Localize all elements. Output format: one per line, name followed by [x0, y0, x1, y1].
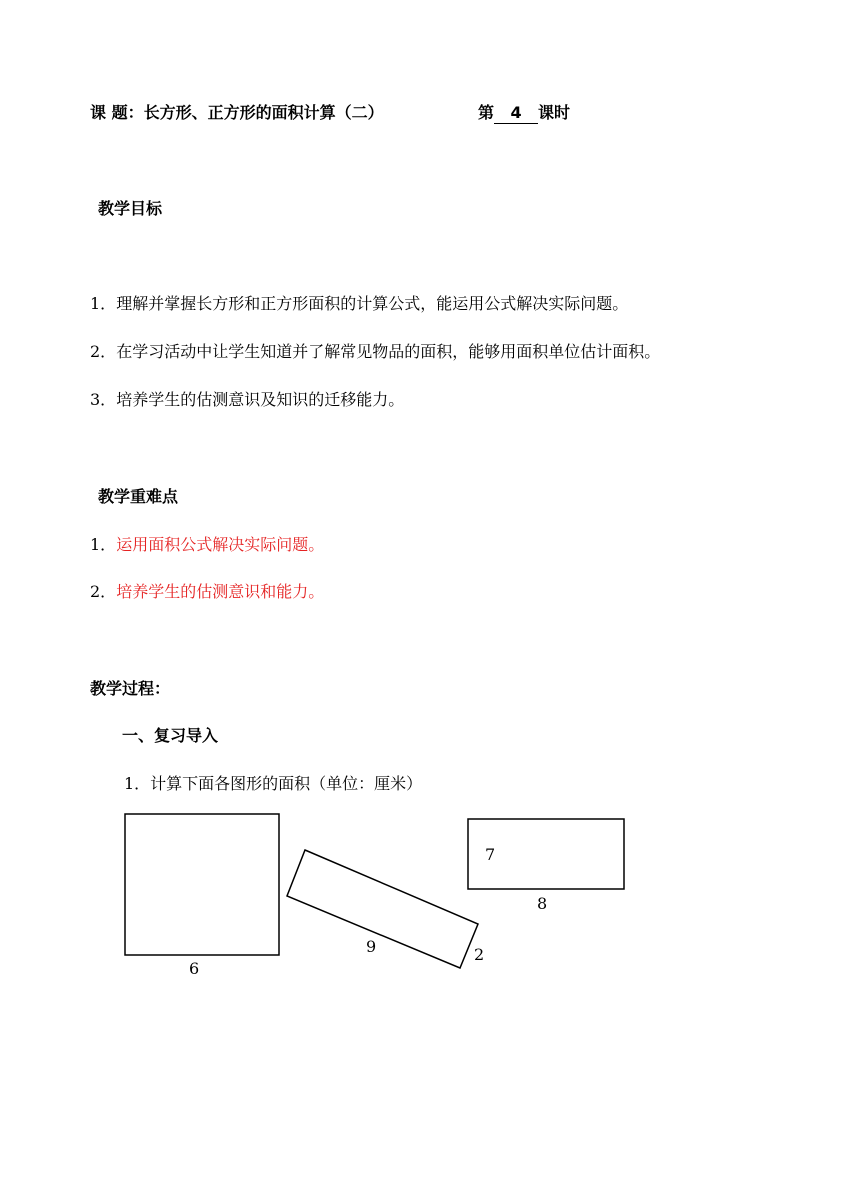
topic-title: 长方形、正方形的面积计算（二）: [143, 103, 384, 122]
rectangle-length-label: 8: [537, 894, 548, 913]
process-heading: 教学过程：: [90, 679, 171, 698]
task-text: 1．计算下面各图形的面积（单位：厘米）: [124, 774, 423, 793]
objective-text: 在学习活动中让学生知道并了解常见物品的面积，能够用面积单位估计面积。: [116, 342, 661, 361]
lesson-suffix: 课时: [538, 103, 571, 122]
tilted-width-label: 2: [474, 945, 485, 964]
tilted-length-label: 9: [366, 937, 377, 956]
lesson-prefix: 第: [478, 103, 495, 122]
key-point-number: 2．: [90, 582, 117, 601]
topic-prefix: 课 题：: [90, 103, 144, 122]
key-point-number: 1．: [90, 535, 117, 554]
rectangle-width-label: 7: [485, 845, 496, 864]
square-shape: [125, 814, 279, 955]
key-point-text: 运用面积公式解决实际问题。: [116, 535, 325, 554]
objective-number: 1．: [90, 294, 117, 313]
objective-number: 3．: [90, 390, 117, 409]
lesson-number: 4: [494, 103, 538, 124]
square-side-label: 6: [189, 959, 200, 978]
objective-text: 理解并掌握长方形和正方形面积的计算公式，能运用公式解决实际问题。: [116, 294, 629, 313]
section-review-heading: 一、复习导入: [122, 726, 219, 745]
key-points-heading: 教学重难点: [98, 487, 179, 506]
key-point-text: 培养学生的估测意识和能力。: [116, 582, 325, 601]
objectives-heading: 教学目标: [98, 199, 163, 218]
tilted-rectangle-shape: [287, 850, 478, 968]
objective-number: 2．: [90, 342, 117, 361]
objective-text: 培养学生的估测意识及知识的迁移能力。: [116, 390, 405, 409]
